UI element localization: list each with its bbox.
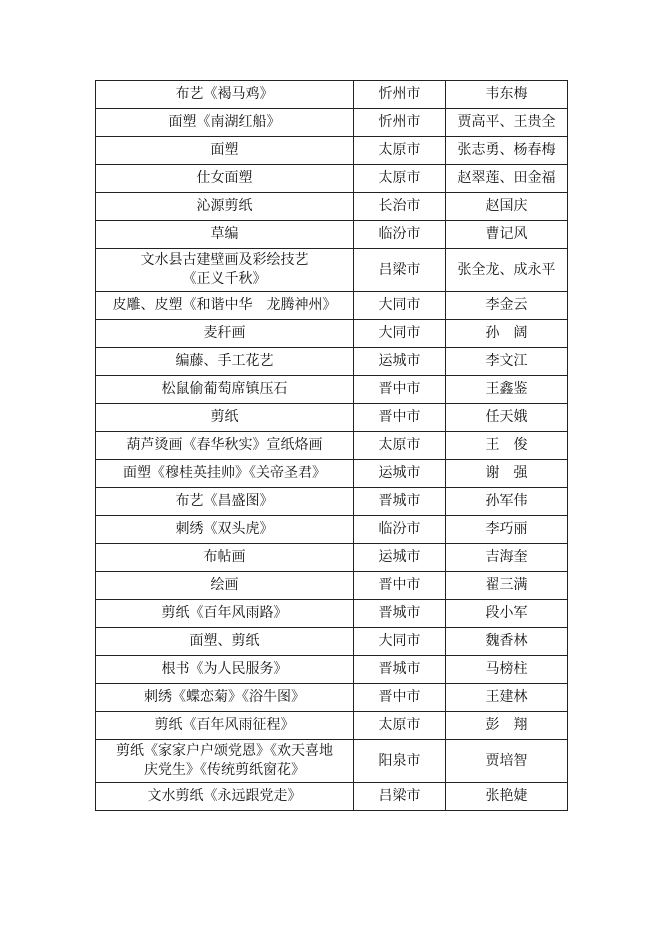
city-cell: 太原市: [354, 165, 446, 193]
author-cell: 吉海奎: [446, 544, 568, 572]
work-cell: 文水县古建壁画及彩绘技艺 《正义千秋》: [96, 249, 354, 292]
city-cell: 吕梁市: [354, 783, 446, 811]
author-cell: 张艳婕: [446, 783, 568, 811]
city-cell: 晋中市: [354, 404, 446, 432]
author-cell: 李文江: [446, 348, 568, 376]
author-cell: 贾培智: [446, 740, 568, 783]
table-row: [96, 221, 568, 249]
table-row: [96, 81, 568, 109]
table-row: [96, 740, 568, 783]
city-cell: 阳泉市: [354, 740, 446, 783]
author-cell: 翟三满: [446, 572, 568, 600]
table-row: [96, 109, 568, 137]
work-cell: 根书《为人民服务》: [96, 656, 354, 684]
author-cell: 谢 强: [446, 460, 568, 488]
author-cell: 曹记风: [446, 221, 568, 249]
author-cell: 赵翠莲、田金福: [446, 165, 568, 193]
city-cell: 临汾市: [354, 516, 446, 544]
work-cell: 面塑《南湖红船》: [96, 109, 354, 137]
table-row: [96, 193, 568, 221]
work-cell: 麦秆画: [96, 320, 354, 348]
author-cell: 任天娥: [446, 404, 568, 432]
table-row: [96, 488, 568, 516]
city-cell: 晋中市: [354, 376, 446, 404]
work-cell: 绘画: [96, 572, 354, 600]
work-cell: 布帖画: [96, 544, 354, 572]
city-cell: 晋城市: [354, 600, 446, 628]
table-row: [96, 684, 568, 712]
city-cell: 太原市: [354, 712, 446, 740]
city-cell: 运城市: [354, 460, 446, 488]
table-row: [96, 292, 568, 320]
work-cell: 刺绣《双头虎》: [96, 516, 354, 544]
author-cell: 段小军: [446, 600, 568, 628]
author-cell: 彭 翔: [446, 712, 568, 740]
work-cell: 葫芦烫画《春华秋实》宣纸烙画: [96, 432, 354, 460]
city-cell: 长治市: [354, 193, 446, 221]
table-row: [96, 376, 568, 404]
table-row: [96, 600, 568, 628]
table-row: [96, 320, 568, 348]
city-cell: 太原市: [354, 432, 446, 460]
table-row: [96, 656, 568, 684]
works-table: [95, 80, 568, 811]
work-cell: 编藤、手工花艺: [96, 348, 354, 376]
author-cell: 李巧丽: [446, 516, 568, 544]
work-cell: 布艺《褐马鸡》: [96, 81, 354, 109]
work-cell: 剪纸《家家户户颂党恩》《欢天喜地 庆党生》《传统剪纸窗花》: [96, 740, 354, 783]
author-cell: 张志勇、杨春梅: [446, 137, 568, 165]
city-cell: 忻州市: [354, 81, 446, 109]
city-cell: 吕梁市: [354, 249, 446, 292]
work-cell: 剪纸《百年风雨征程》: [96, 712, 354, 740]
author-cell: 张全龙、成永平: [446, 249, 568, 292]
author-cell: 赵国庆: [446, 193, 568, 221]
work-cell: 布艺《昌盛图》: [96, 488, 354, 516]
work-cell: 面塑、剪纸: [96, 628, 354, 656]
author-cell: 孙军伟: [446, 488, 568, 516]
work-cell: 沁源剪纸: [96, 193, 354, 221]
work-cell: 面塑: [96, 137, 354, 165]
work-cell: 仕女面塑: [96, 165, 354, 193]
table-row: [96, 712, 568, 740]
table-row: [96, 165, 568, 193]
author-cell: 贾高平、王贵全: [446, 109, 568, 137]
city-cell: 临汾市: [354, 221, 446, 249]
city-cell: 大同市: [354, 320, 446, 348]
city-cell: 晋中市: [354, 572, 446, 600]
city-cell: 大同市: [354, 292, 446, 320]
city-cell: 运城市: [354, 348, 446, 376]
author-cell: 魏香林: [446, 628, 568, 656]
table-row: [96, 516, 568, 544]
city-cell: 运城市: [354, 544, 446, 572]
city-cell: 忻州市: [354, 109, 446, 137]
work-cell: 文水剪纸《永远跟党走》: [96, 783, 354, 811]
author-cell: 王建林: [446, 684, 568, 712]
table-row: [96, 572, 568, 600]
table-row: [96, 348, 568, 376]
table-row: [96, 137, 568, 165]
work-cell: 剪纸《百年风雨路》: [96, 600, 354, 628]
city-cell: 晋城市: [354, 656, 446, 684]
table-row: [96, 544, 568, 572]
table-row: [96, 783, 568, 811]
table-row: [96, 460, 568, 488]
work-cell: 剪纸: [96, 404, 354, 432]
author-cell: 李金云: [446, 292, 568, 320]
city-cell: 太原市: [354, 137, 446, 165]
author-cell: 孙 阔: [446, 320, 568, 348]
table-row: [96, 404, 568, 432]
author-cell: 韦东梅: [446, 81, 568, 109]
city-cell: 晋中市: [354, 684, 446, 712]
city-cell: 大同市: [354, 628, 446, 656]
work-cell: 面塑《穆桂英挂帅》《关帝圣君》: [96, 460, 354, 488]
author-cell: 马榜柱: [446, 656, 568, 684]
work-cell: 草编: [96, 221, 354, 249]
work-cell: 刺绣《蝶恋菊》《浴牛图》: [96, 684, 354, 712]
table-row: [96, 249, 568, 292]
work-cell: 皮雕、皮塑《和谐中华 龙腾神州》: [96, 292, 354, 320]
author-cell: 王鑫鉴: [446, 376, 568, 404]
author-cell: 王 俊: [446, 432, 568, 460]
table-row: [96, 432, 568, 460]
city-cell: 晋城市: [354, 488, 446, 516]
table-row: [96, 628, 568, 656]
work-cell: 松鼠偷葡萄席镇压石: [96, 376, 354, 404]
